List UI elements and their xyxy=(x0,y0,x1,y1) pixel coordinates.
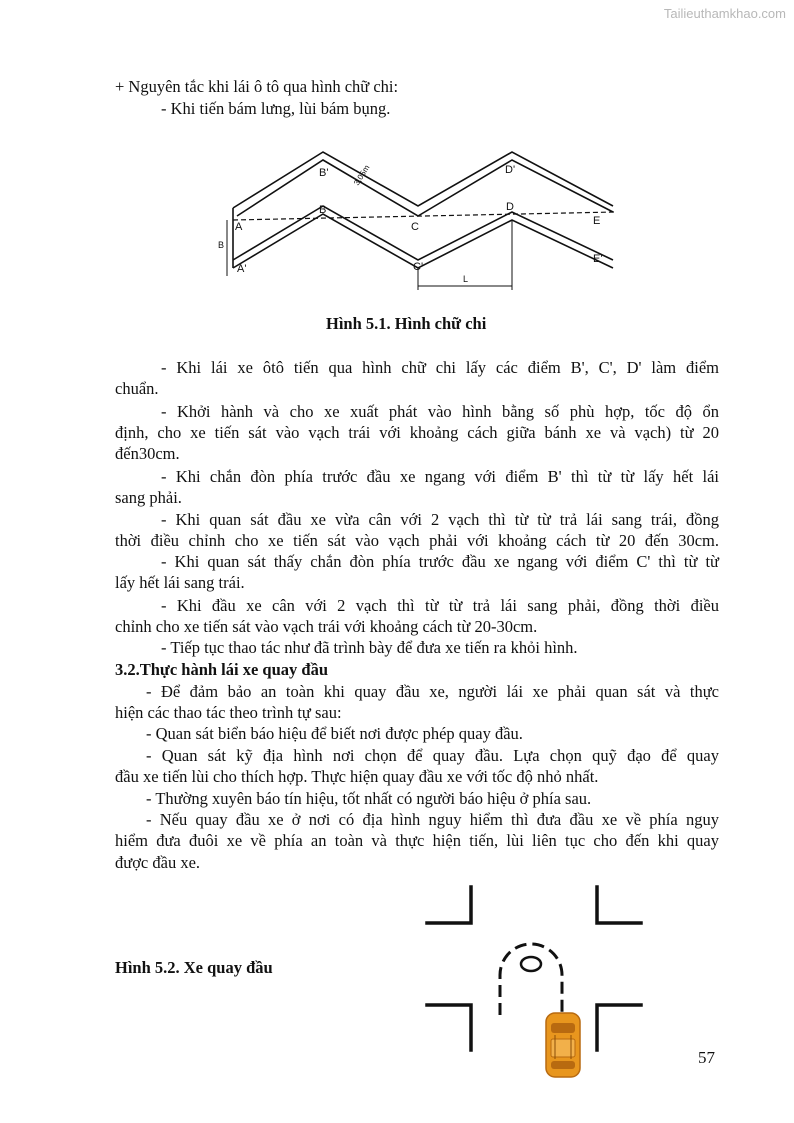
zigzag-line: đến30cm. xyxy=(115,444,180,463)
section-line: hiện các thao tác theo trình tự sau: xyxy=(115,703,342,722)
zigzag-line: - Khi lái xe ôtô tiến qua hình chữ chi lấy các điểm B', C', D' làm điểm xyxy=(161,358,719,377)
zigzag-line: - Khi quan sát đầu xe vừa cân với 2 vạch thì từ từ trả lái sang trái, đồng xyxy=(161,510,719,529)
label-B: B xyxy=(319,204,327,216)
section-line: - Quan sát kỹ địa hình nơi chọn để quay đầu. Lựa chọn quỹ đạo để quay xyxy=(146,746,719,765)
watermark: Tailieuthamkhao.com xyxy=(663,6,786,21)
section-line: hiểm đưa đuôi xe về phía an toàn và thực hiện tiến, lùi liên tục cho đến khi quay xyxy=(115,831,719,850)
section-heading: 3.2.Thực hành lái xe quay đầu xyxy=(115,660,329,679)
figure1-caption: Hình 5.1. Hình chữ chi xyxy=(326,314,487,333)
intro-heading: + Nguyên tắc khi lái ô tô qua hình chữ chi: xyxy=(115,77,399,96)
u-turn-figure xyxy=(415,885,645,1085)
label-length: L xyxy=(463,274,469,284)
zigzag-line: chỉnh cho xe tiến sát vào vạch trái với khoảng cách từ 20-30cm. xyxy=(115,617,538,636)
corner-bottom-left xyxy=(427,1005,471,1050)
section-line: - Nếu quay đầu xe ở nơi có địa hình nguy hiểm thì đưa đầu xe về phía nguy xyxy=(146,810,719,829)
zigzag-line: - Khởi hành và cho xe xuất phát vào hình bằng số phù hợp, tốc độ ổn xyxy=(161,402,719,421)
zigzag-line: thời điều chỉnh cho xe tiến sát vào vạch phải với khoảng cách từ 20 đến 30cm. xyxy=(115,531,719,550)
zigzag-inner-top xyxy=(237,160,613,216)
label-E: E xyxy=(593,215,601,227)
section-line: đầu xe tiến lùi cho thích hợp. Thực hiện quay đầu xe với tốc độ nhỏ nhất. xyxy=(115,767,599,786)
page-number: 57 xyxy=(698,1048,715,1067)
zigzag-line: - Khi đầu xe cân với 2 vạch thì từ từ trả lái sang phải, đồng thời điều xyxy=(161,596,719,615)
label-D-prime: D' xyxy=(505,164,516,176)
zigzag-line: sang phải. xyxy=(115,488,182,507)
label-D: D xyxy=(506,201,514,213)
label-A: A xyxy=(235,221,243,233)
section-line: - Để đảm bảo an toàn khi quay đầu xe, người lái xe phải quan sát và thực xyxy=(146,682,719,701)
zigzag-line: - Khi quan sát thấy chắn đòn phía trước đầu xe ngang với điểm C' thì từ từ xyxy=(161,552,719,571)
corner-top-right xyxy=(597,887,641,923)
car-icon xyxy=(546,1013,580,1077)
intro-rule: - Khi tiến bám lưng, lùi bám bụng. xyxy=(161,99,391,118)
zigzag-line: định, cho xe tiến sát vào vạch trái với khoảng cách giữa bánh xe và vạch) từ 20 xyxy=(115,423,719,442)
label-A-prime: A' xyxy=(237,263,247,275)
u-turn-path xyxy=(500,944,562,1015)
label-C-prime: C' xyxy=(413,261,424,273)
section-line: - Thường xuyên báo tín hiệu, tốt nhất có người báo hiệu ở phía sau. xyxy=(146,789,592,808)
zigzag-line: - Khi chắn đòn phía trước đầu xe ngang với điểm B' thì từ từ lấy hết lái xyxy=(161,467,719,486)
turn-point-circle xyxy=(521,957,541,971)
corner-bottom-right xyxy=(597,1005,641,1050)
zigzag-figure xyxy=(215,148,620,296)
zigzag-line: - Tiếp tục thao tác như đã trình bày để đưa xe tiến ra khỏi hình. xyxy=(161,638,578,657)
figure2-caption: Hình 5.2. Xe quay đầu xyxy=(115,958,273,977)
label-width: B xyxy=(218,240,225,250)
label-E-prime: E' xyxy=(593,253,603,265)
label-B-prime: B' xyxy=(319,167,329,179)
section-line: được đầu xe. xyxy=(115,853,201,872)
zigzag-line: chuẩn. xyxy=(115,379,159,398)
section-line: - Quan sát biển báo hiệu để biết nơi được phép quay đầu. xyxy=(146,724,523,743)
zigzag-outer-bottom xyxy=(233,214,613,268)
corner-top-left xyxy=(427,887,471,923)
label-C: C xyxy=(411,221,419,233)
zigzag-outer-top xyxy=(233,152,613,208)
label-lane-width: 3,05m xyxy=(352,163,372,188)
zigzag-line: lấy hết lái sang trái. xyxy=(115,573,245,592)
